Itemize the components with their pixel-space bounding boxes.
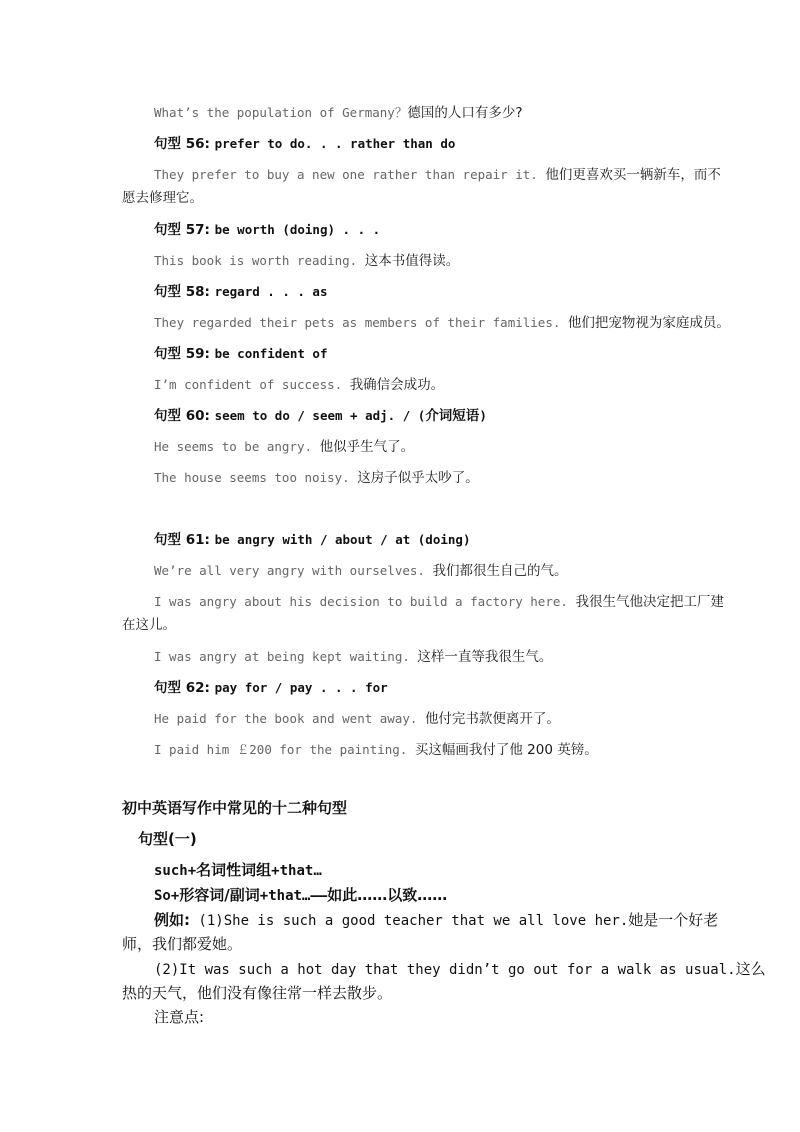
example-sentence: I paid him ￡200 for the painting. 买这幅画我付了他 200 英镑。 xyxy=(154,742,598,758)
example-line: 例如: (1)She is such a good teacher that we all love her.她是一个好老 xyxy=(154,911,719,929)
pattern-heading-58: 句型 58: regard . . . as xyxy=(154,284,328,300)
pattern-heading-56: 句型 56: prefer to do. . . rather than do xyxy=(154,136,456,152)
example-sentence: They prefer to buy a new one rather than repair it. 他们更喜欢买一辆新车，而不 xyxy=(154,167,721,183)
example-sentence: He paid for the book and went away. 他付完书款便离开了。 xyxy=(154,711,560,727)
example-sentence: I’m confident of success. 我确信会成功。 xyxy=(154,377,445,393)
example-sentence: He seems to be angry. 他似乎生气了。 xyxy=(154,439,415,455)
pattern-heading-61: 句型 61: be angry with / about / at (doing) xyxy=(154,532,471,548)
example-sentence: This book is worth reading. 这本书值得读。 xyxy=(154,253,460,269)
section-subtitle: 句型(一) xyxy=(138,830,197,848)
example-line-continued: 热的天气，他们没有像往常一样去散步。 xyxy=(122,984,393,1002)
pattern-heading-59: 句型 59: be confident of xyxy=(154,346,328,362)
pattern-heading-57: 句型 57: be worth (doing) . . . xyxy=(154,222,381,238)
pattern-heading-60: 句型 60: seem to do / seem + adj. / (介词短语) xyxy=(154,408,487,424)
example-line: (2)It was such a hot day that they didn’t go out for a walk as usual.这么 xyxy=(154,960,766,978)
example-sentence: They regarded their pets as members of their families. 他们把宠物视为家庭成员。 xyxy=(154,315,730,331)
example-sentence: I was angry at being kept waiting. 这样一直等我很生气。 xyxy=(154,649,553,665)
note-label: 注意点: xyxy=(154,1008,205,1026)
pattern-formula-such: such+名词性词组+that… xyxy=(154,861,322,879)
example-sentence-continued: 愿去修理它。 xyxy=(122,190,203,206)
example-sentence: The house seems too noisy. 这房子似乎太吵了。 xyxy=(154,470,479,486)
section-title: 初中英语写作中常见的十二种句型 xyxy=(122,799,348,817)
example-sentence: What’s the population of Germany？德国的人口有多少? xyxy=(154,105,523,121)
example-sentence-continued: 在这儿。 xyxy=(122,617,176,633)
example-sentence: I was angry about his decision to build a factory here. 我很生气他决定把工厂建 xyxy=(154,594,724,610)
example-line-continued: 师，我们都爱她。 xyxy=(122,935,243,953)
example-sentence: We’re all very angry with ourselves. 我们都很生自己的气。 xyxy=(154,563,568,579)
pattern-heading-62: 句型 62: pay for / pay . . . for xyxy=(154,680,388,696)
pattern-formula-so: So+形容词/副词+that…——如此……以致…… xyxy=(154,886,448,904)
